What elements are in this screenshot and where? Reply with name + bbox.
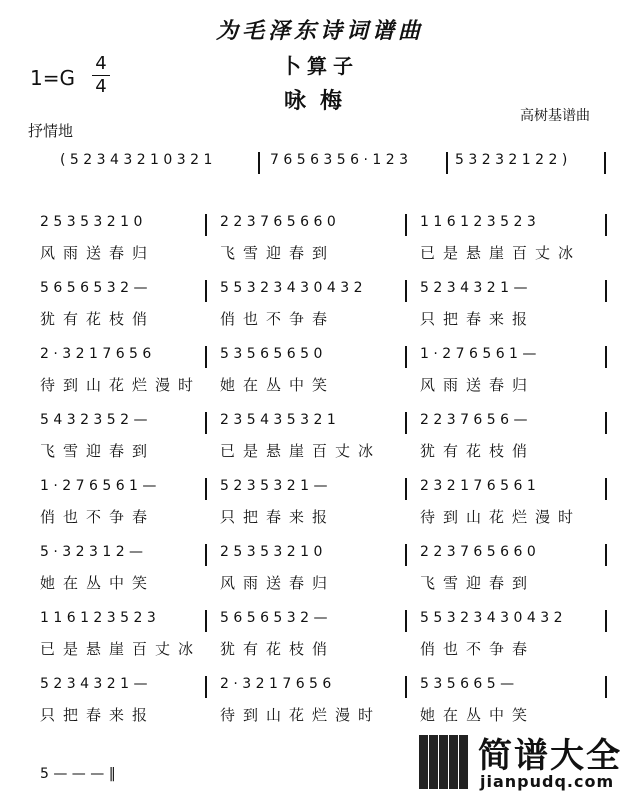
measure-notes: 1 1 6 1 2 3 5 2 3 (40, 610, 156, 626)
key-signature: 1=G (30, 66, 75, 90)
time-signature-top: 4 (95, 53, 107, 74)
notes-row (0, 280, 640, 302)
measure-notes: 2 2 3 7 6 5 6 — (420, 412, 528, 428)
time-signature-bottom: 4 (95, 76, 107, 97)
lyric-phrase: 风雨送春归 (40, 244, 156, 262)
barline (405, 214, 407, 236)
lyric-phrase: 已是悬崖百丈冰 (220, 442, 382, 460)
barline (205, 544, 207, 566)
barline (605, 478, 607, 500)
ending-notes: 5 — — — ‖ (40, 766, 116, 782)
lyric-phrase: 她在丛中笑 (420, 706, 536, 724)
barline (605, 676, 607, 698)
lyric-phrase: 俏也不争春 (40, 508, 156, 526)
notes-row (0, 346, 640, 368)
composer-credit: 高树基谱曲 (520, 108, 590, 124)
lyric-phrase: 俏也不争春 (220, 310, 336, 328)
lyrics-row (0, 242, 640, 264)
expression-mark: 抒情地 (28, 122, 74, 140)
measure-notes: 5 4 3 2 3 5 2 — (40, 412, 148, 428)
barline (605, 544, 607, 566)
lyric-phrase: 风雨送春归 (420, 376, 536, 394)
barline (205, 676, 207, 698)
lyrics-row (0, 704, 640, 726)
intro-notes-row (0, 152, 640, 174)
lyric-phrase: 待到山花烂漫时 (420, 508, 582, 526)
lyric-phrase: 只把春来报 (40, 706, 156, 724)
measure-notes: 5 5 3 2 3 4 3 0 4 3 2 (420, 610, 563, 626)
measure-notes: 2 3 2 1 7 6 5 6 1 (420, 478, 536, 494)
barline (604, 152, 606, 174)
lyric-phrase: 俏也不争春 (420, 640, 536, 658)
barline (258, 152, 260, 174)
song-title: 咏梅 (283, 88, 356, 114)
lyrics-row (0, 638, 640, 660)
notes-row (0, 478, 640, 500)
watermark-text: 简谱大全 (478, 736, 622, 776)
lyric-phrase: 待到山花烂漫时 (40, 376, 202, 394)
measure-notes: 2 3 5 4 3 5 3 2 1 (220, 412, 336, 428)
notes-row (0, 412, 640, 434)
barline (405, 544, 407, 566)
measure-notes: 2 · 3 2 1 7 6 5 6 (40, 346, 152, 362)
barline (205, 214, 207, 236)
barline (405, 478, 407, 500)
lyric-phrase: 待到山花烂漫时 (220, 706, 382, 724)
barline (405, 676, 407, 698)
notes-row (0, 676, 640, 698)
barline (205, 280, 207, 302)
barline (205, 412, 207, 434)
barline (405, 610, 407, 632)
measure-notes: 1 · 2 7 6 5 6 1 — (40, 478, 157, 494)
lyrics-row (0, 308, 640, 330)
barline (205, 478, 207, 500)
barline (205, 610, 207, 632)
barline (446, 152, 448, 174)
measure-notes: 1 1 6 1 2 3 5 2 3 (420, 214, 536, 230)
time-signature (92, 54, 110, 97)
barline (605, 610, 607, 632)
notes-row (0, 544, 640, 566)
measure-notes: 2 · 3 2 1 7 6 5 6 (220, 676, 332, 692)
barline (405, 280, 407, 302)
measure-notes: 5 3 5 6 6 5 — (420, 676, 515, 692)
lyrics-row (0, 506, 640, 528)
barline (405, 412, 407, 434)
measure-notes: 2 5 3 5 3 2 1 0 (220, 544, 323, 560)
lyric-phrase: 已是悬崖百丈冰 (40, 640, 202, 658)
lyric-phrase: 风雨送春归 (220, 574, 336, 592)
lyric-phrase: 飞雪迎春到 (420, 574, 536, 592)
measure-notes: 5 2 3 5 3 2 1 — (220, 478, 328, 494)
measure-notes: 2 5 3 5 3 2 1 0 (40, 214, 143, 230)
measure-notes: 5 3 5 6 5 6 5 0 (220, 346, 323, 362)
watermark-logo (418, 724, 640, 800)
measure-notes: 1 · 2 7 6 5 6 1 — (420, 346, 537, 362)
barline (205, 346, 207, 368)
lyrics-row (0, 374, 640, 396)
cipai-title: 卜算子 (281, 54, 359, 78)
barline (405, 346, 407, 368)
intro-notes-2: 7 6 5 6 3 5 6 · 1 2 3 (270, 152, 409, 168)
lyric-phrase: 她在丛中笑 (220, 376, 336, 394)
barline (605, 346, 607, 368)
barline (605, 280, 607, 302)
measure-notes: 5 6 5 6 5 3 2 — (40, 280, 148, 296)
measure-notes: 5 2 3 4 3 2 1 — (420, 280, 528, 296)
intro-notes-1: ( 5 2 3 4 3 2 1 0 3 2 1 (60, 152, 213, 168)
piano-keys-icon (418, 734, 470, 790)
barline (605, 412, 607, 434)
lyric-phrase: 犹有花枝俏 (420, 442, 536, 460)
lyric-phrase: 她在丛中笑 (40, 574, 156, 592)
lyrics-row (0, 572, 640, 594)
lyric-phrase: 飞雪迎春到 (220, 244, 336, 262)
measure-notes: 5 5 3 2 3 4 3 0 4 3 2 (220, 280, 363, 296)
measure-notes: 5 6 5 6 5 3 2 — (220, 610, 328, 626)
measure-notes: 5 2 3 4 3 2 1 — (40, 676, 148, 692)
barline (605, 214, 607, 236)
series-title: 为毛泽东诗词谱曲 (215, 18, 424, 44)
lyric-phrase: 已是悬崖百丈冰 (420, 244, 582, 262)
notes-row (0, 214, 640, 236)
lyric-phrase: 只把春来报 (220, 508, 336, 526)
intro-notes-3: 5 3 2 3 2 1 2 2 ) (455, 152, 568, 168)
notes-row (0, 610, 640, 632)
lyric-phrase: 犹有花枝俏 (220, 640, 336, 658)
measure-notes: 5 · 3 2 3 1 2 — (40, 544, 144, 560)
measure-notes: 2 2 3 7 6 5 6 6 0 (420, 544, 536, 560)
lyrics-row (0, 440, 640, 462)
watermark-url: jianpudq.com (480, 772, 615, 791)
measure-notes: 2 2 3 7 6 5 6 6 0 (220, 214, 336, 230)
lyric-phrase: 犹有花枝俏 (40, 310, 156, 328)
lyric-phrase: 飞雪迎春到 (40, 442, 156, 460)
lyric-phrase: 只把春来报 (420, 310, 536, 328)
